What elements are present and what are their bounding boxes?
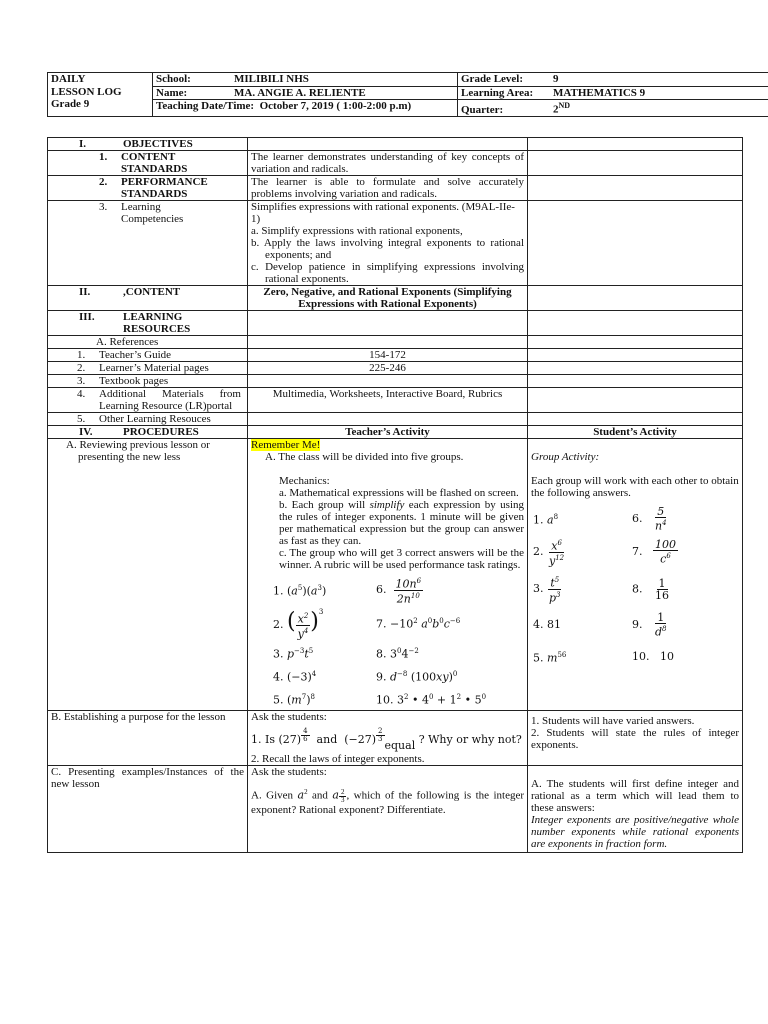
content-row xyxy=(48,286,743,311)
answer-4: 4. 81 xyxy=(533,618,561,631)
performance-standards-label: 2. PERFORMANCE STANDARDS xyxy=(48,176,248,201)
exercise-4: 4. $(-3)^4$ xyxy=(273,669,317,684)
school-cell xyxy=(153,73,458,87)
exercise-9: 9. $d^{-8}$ $(100xy)^0$ xyxy=(376,669,458,684)
procedure-c-teacher: Ask the students: A. Given $a^2$ and a $\frac{2}{3}$ , which of the following is the integer exponent? Rational exponent? Differentiate. xyxy=(248,766,528,853)
resource-value xyxy=(248,375,528,388)
exercise-7: 7. $-10^2$ $a^0b^0c^{-6}$ xyxy=(376,617,461,631)
quarter-value: 2 xyxy=(553,103,559,116)
resource-value: 225-246 xyxy=(248,362,528,375)
answer-2: 2. $\frac{x^6}{y^{12}}$ xyxy=(533,538,565,568)
resources-label: III. LEARNING RESOURCES xyxy=(48,311,248,336)
content-standards-text: The learner demonstrates understanding of key concepts of variation and radicals. xyxy=(248,151,528,176)
performance-standards-text: The learner is able to formulate and solve accurately problems involving variation and radicals. xyxy=(248,176,528,201)
content-text: Zero, Negative, and Rational Exponents (Simplifying Expressions with Rational Exponents) xyxy=(248,286,528,311)
answer-5: 5. $m^{56}$ xyxy=(533,651,567,665)
resource-label: Learner’s Material pages xyxy=(99,362,209,374)
lesson-table xyxy=(47,137,743,853)
resource-label: Other Learning Resouces xyxy=(99,413,211,425)
resource-value xyxy=(248,413,528,426)
resource-row: 1. Teacher’s Guide 154-172 xyxy=(48,349,743,362)
learning-competencies-row xyxy=(48,201,743,286)
learning-competencies-text: Simplifies expressions with rational exponents. (M9AL-IIe-1) a. Simplify expressions with rational exponents, b. Apply the laws involving integral exponents to rational exponents; and c. Develop patience in simplifying expressions involving rational exponents. xyxy=(248,201,528,286)
quarter-suffix: ND xyxy=(558,101,571,110)
log-title xyxy=(48,73,153,117)
name-value: MA. ANGIE A. RELIENTE xyxy=(234,86,366,99)
student-activity-head: Student’s Activity xyxy=(528,426,743,439)
resource-label: Textbook pages xyxy=(99,375,169,387)
resource-row: 5. Other Learning Resouces xyxy=(48,413,743,426)
remember-me-highlight: Remember Me! xyxy=(251,439,321,451)
quarter-label: Quarter: xyxy=(461,103,504,116)
procedure-a-row xyxy=(48,439,743,711)
log-title-line-2: LESSON LOG xyxy=(51,85,122,98)
name-cell xyxy=(153,86,458,100)
references-label: A. References xyxy=(48,336,248,349)
group-activity-title: Group Activity: xyxy=(531,451,600,463)
content-label: II. ,CONTENT xyxy=(48,286,248,311)
objectives-heading: I. OBJECTIVES xyxy=(48,138,248,151)
example-question: A. Given $a^2$ and a $\frac{2}{3}$ , which of the following is the integer exponent? Rational exponent? Differentiate. xyxy=(251,788,525,816)
procedure-b-row xyxy=(48,711,743,766)
procedures-row xyxy=(48,426,743,439)
references-row xyxy=(48,336,743,349)
learning-competencies-label: 3. Learning Competencies xyxy=(48,201,248,286)
resource-value: 154-172 xyxy=(248,349,528,362)
objectives-row xyxy=(48,138,743,151)
procedure-c-row xyxy=(48,766,743,853)
resource-label: Additional Materials from Learning Resource (LR)portal xyxy=(99,388,241,412)
content-standards-label: 1. CONTENT STANDARDS xyxy=(48,151,248,176)
exercise-1: 1. $(a^5)(a^3)$ xyxy=(273,584,327,598)
log-title-line-3: Grade 9 xyxy=(51,98,90,110)
teacher-activity-head: Teacher’s Activity xyxy=(248,426,528,439)
grade-value: 9 xyxy=(553,73,559,85)
procedure-a-teacher: Remember Me! A. The class will be divided into five groups. Mechanics: a. Mathematical expressions will be flashed on screen. b. Each group will simplify each expression by using the rules of integer exponents. 1 minute will be given per mathematical expression but the group can answer as fast as they can. c. The group who will get 3 correct answers will be the winner. A rubric will be used performance task ratings. 1. $(a^5)(a^3)$ 6. $\frac{10n^6}{2n^{10}}$ 2. ( $\frac{x^2}{y^4}$ )$^3$ 7. $-10^2$ $a^0b^0c^{-6}$ 3. $p^{-3}t^5$ 8. $3^04^{-2}$ 4. $(-3)^4$ 9. $d^{-8}$ $(100xy)^0$ 5. $(m^7)^8$ 10. $3^2$ • $4^0 + 1^2$ • $5^0$ xyxy=(248,439,528,711)
procedure-c-label: C. Presenting examples/Instances of the new lesson xyxy=(48,766,248,853)
exercise-6: 6. $\frac{10n^6}{2n^{10}}$ xyxy=(376,576,422,606)
resource-row: 4. Additional Materials from Learning Resource (LR)portal Multimedia, Worksheets, Interactive Board, Rubrics xyxy=(48,388,743,413)
name-label: Name: xyxy=(156,86,188,99)
quarter-cell xyxy=(458,100,768,117)
resource-row: 2. Learner’s Material pages 225-246 xyxy=(48,362,743,375)
exercise-list xyxy=(251,575,524,710)
procedures-label: IV. PROCEDURES xyxy=(48,426,248,439)
answer-8: 8. $\frac{1}{16}$ xyxy=(632,576,669,602)
area-label: Learning Area: xyxy=(461,86,534,99)
grade-label: Grade Level: xyxy=(461,73,524,85)
datetime-label: Teaching Date/Time: xyxy=(156,100,255,112)
objectives-teacher-cell xyxy=(248,138,528,151)
content-standards-row xyxy=(48,151,743,176)
school-value: MILIBILI NHS xyxy=(234,73,309,85)
answer-1: 1. $a^8$ xyxy=(533,513,559,527)
answer-list xyxy=(531,505,739,671)
exercise-2: 2. ( $\frac{x^2}{y^4}$ )$^3$ xyxy=(273,608,324,641)
area-cell xyxy=(458,86,768,100)
grade-cell xyxy=(458,73,768,87)
datetime-value: October 7, 2019 ( 1:00-2:00 p.m) xyxy=(259,100,412,112)
header-table xyxy=(47,72,768,117)
procedure-a-label: A. Reviewing previous lesson or presenting the new less xyxy=(48,439,248,711)
exercise-10: 10. $3^2$ • $4^0 + 1^2$ • $5^0$ xyxy=(376,692,487,707)
datetime-cell xyxy=(153,100,458,117)
answer-7: 7. $\frac{100}{c^6}$ xyxy=(632,538,676,566)
answer-6: 6. $\frac{5}{n^4}$ xyxy=(632,505,667,533)
answer-10: 10. 10 xyxy=(632,650,674,663)
procedure-b-teacher: Ask the students: 1. Is (27) $\frac{4}{6}$ and (−27) $\frac{2}{3}$ equal ? Why or why not? 2. Recall the laws of integer exponents. xyxy=(248,711,528,766)
procedure-b-student: 1. Students will have varied answers. 2. Students will state the rules of integer exponents. xyxy=(528,711,743,766)
resource-row: 3. Textbook pages xyxy=(48,375,743,388)
procedure-c-student: A. The students will first define integer and rational as a term which will lead them to these answers: Integer exponents are positive/negative whole number exponents while rational exponents are exponents in fraction form. xyxy=(528,766,743,853)
school-label: School: xyxy=(156,73,191,85)
resources-row xyxy=(48,311,743,336)
exercise-8: 8. $3^04^{-2}$ xyxy=(376,646,419,661)
procedure-b-label: B. Establishing a purpose for the lesson xyxy=(48,711,248,766)
log-title-line-1: DAILY xyxy=(51,73,86,85)
resource-value: Multimedia, Worksheets, Interactive Board, Rubrics xyxy=(248,388,528,413)
resource-label: Teacher’s Guide xyxy=(99,349,172,361)
answer-9: 9. $\frac{1}{d^8}$ xyxy=(632,611,667,639)
purpose-question-1: 1. Is (27) $\frac{4}{6}$ and (−27) $\frac{2}{3}$ equal ? Why or why not? xyxy=(251,726,522,752)
answer-3: 3. $\frac{t^5}{p^3}$ xyxy=(533,575,561,605)
exercise-3: 3. $p^{-3}t^5$ xyxy=(273,646,314,661)
procedure-a-student: Group Activity: Each group will work with each other to obtain the following answers. 1. $a^8$ 6. $\frac{5}{n^4}$ 2. $\frac{x^6}{y^{12}}$ 7. $\frac{100}{c^6}$ 3. $\frac{t^5}{p^3}$ 8. $\frac{1}{16}$ 4. 81 9. $\frac{1}{d^8}$ 5. $m^{56}$ 10. 10 xyxy=(528,439,743,711)
performance-standards-row xyxy=(48,176,743,201)
objectives-student-cell xyxy=(528,138,743,151)
exercise-5: 5. $(m^7)^8$ xyxy=(273,692,315,707)
area-value: MATHEMATICS 9 xyxy=(553,86,646,99)
